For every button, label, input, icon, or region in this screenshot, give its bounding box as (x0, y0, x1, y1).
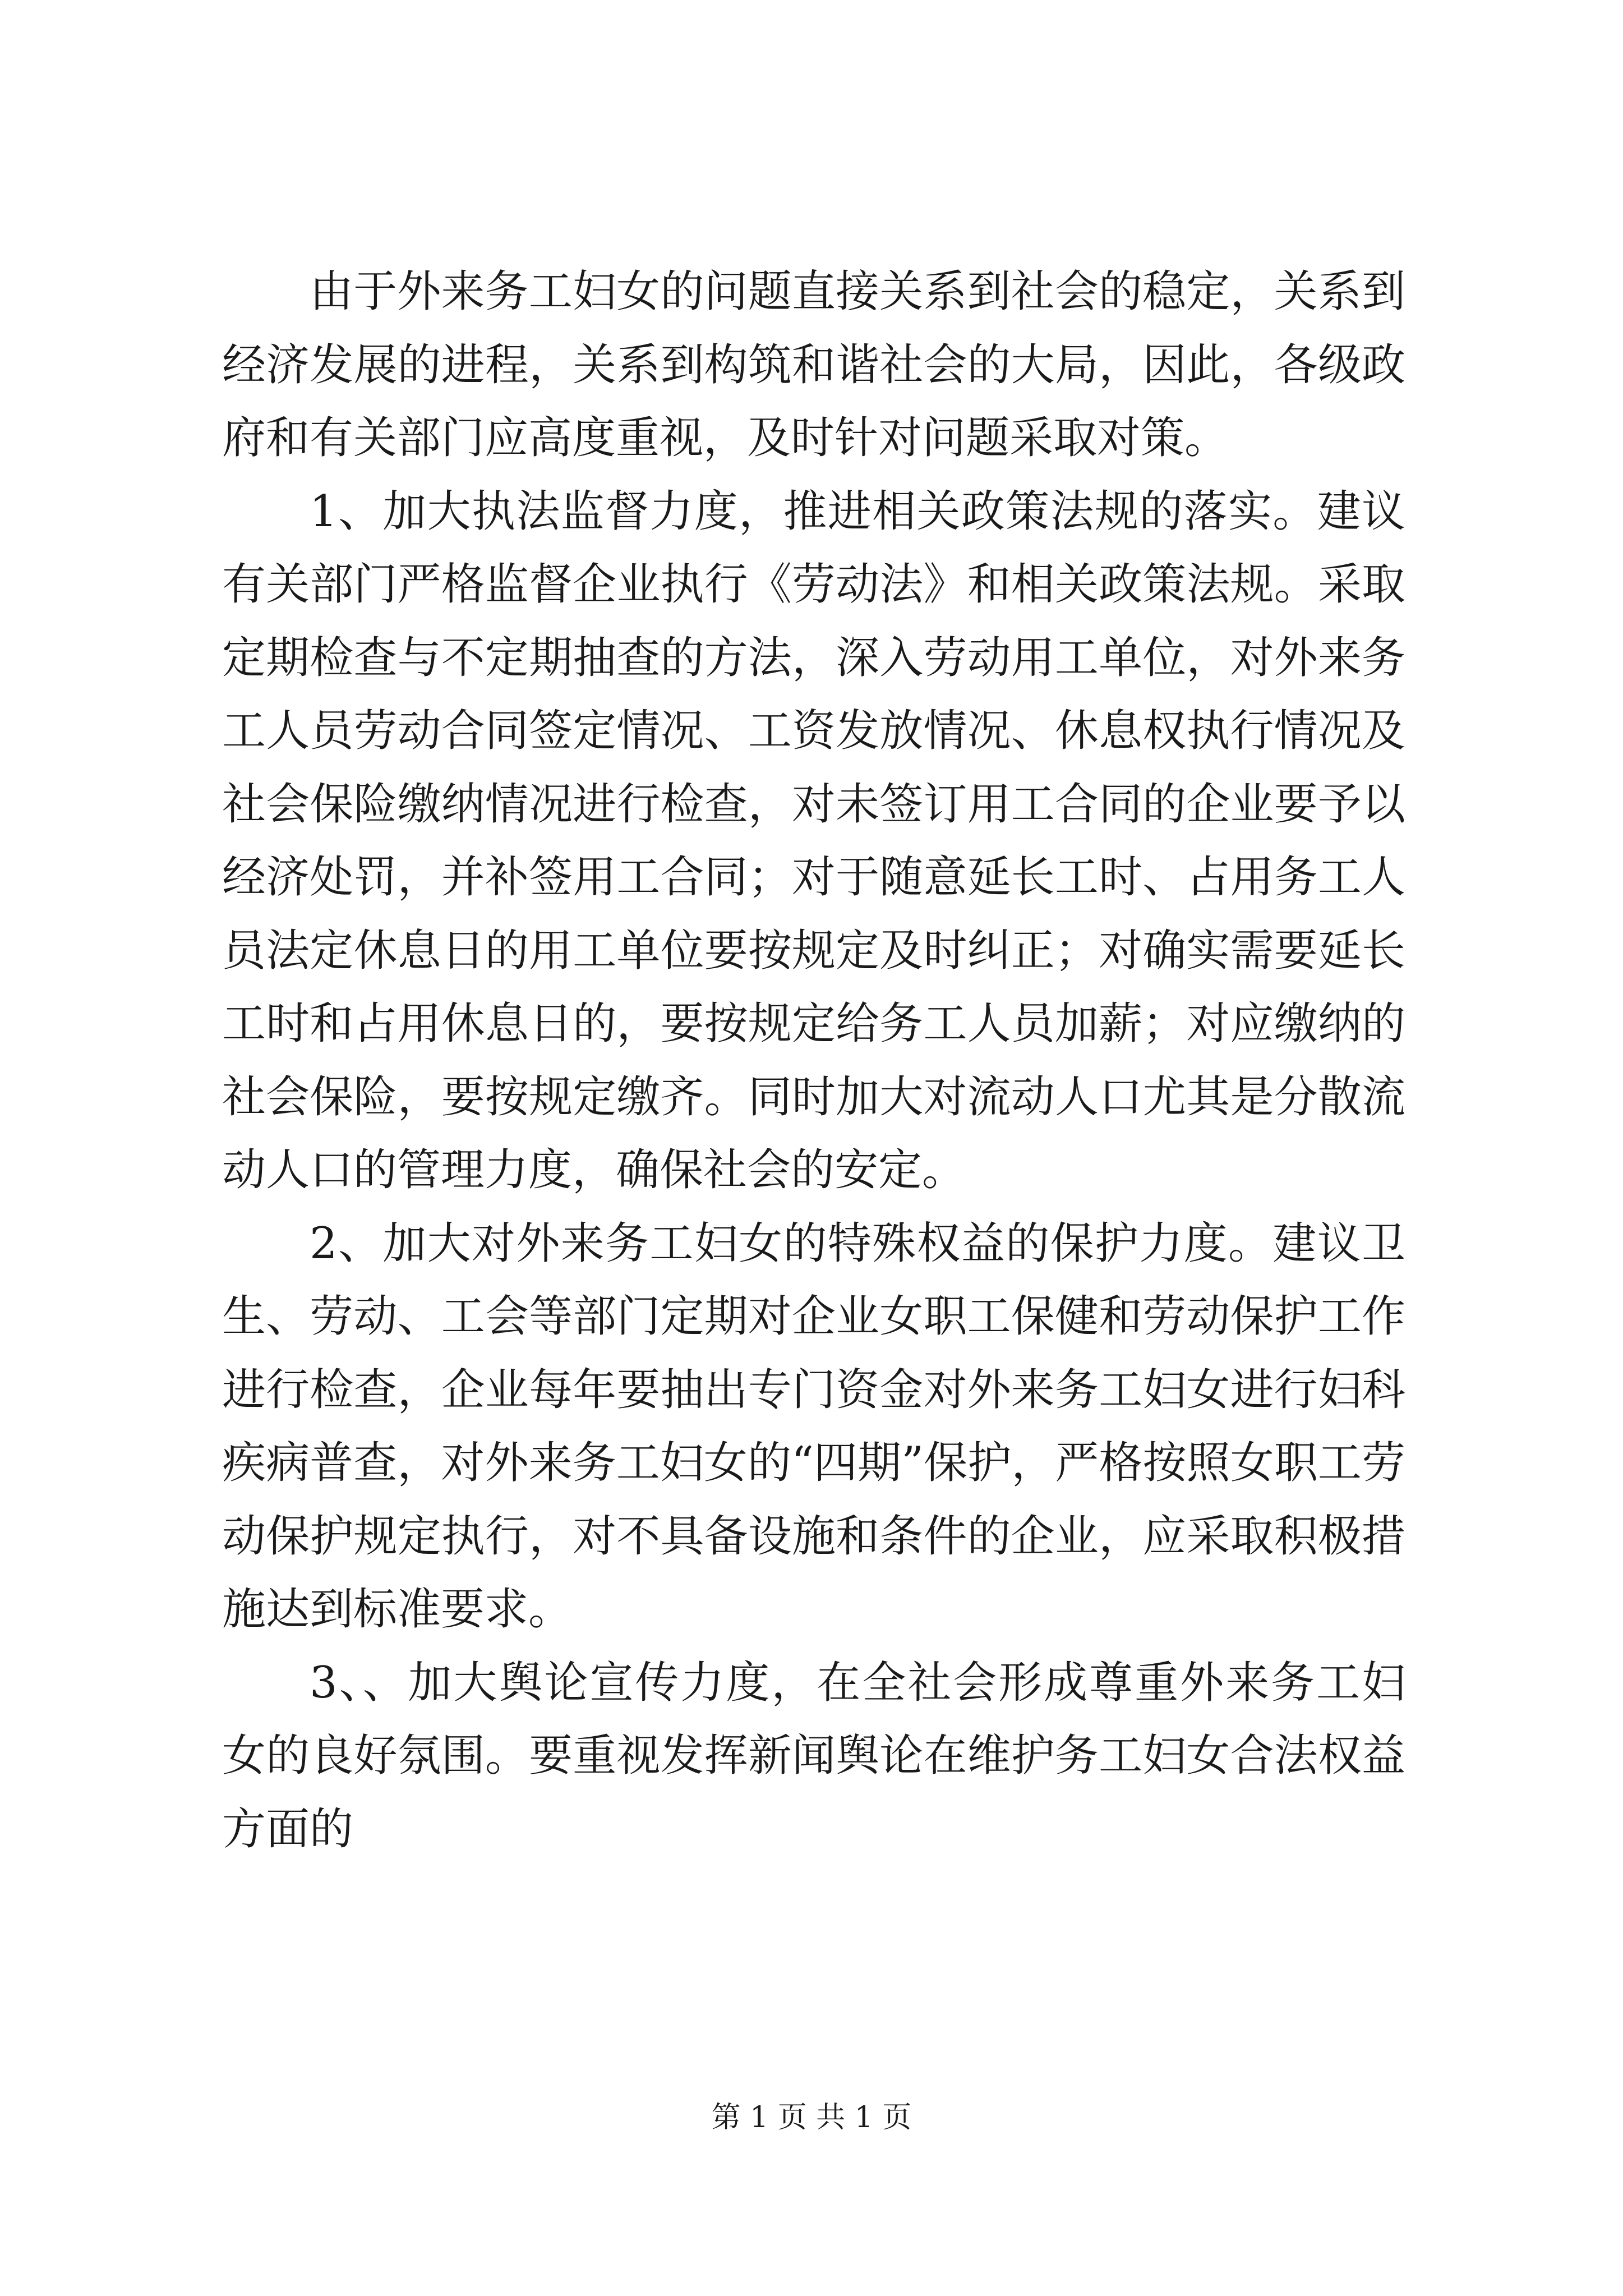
paragraph-item-2: 2、加大对外来务工妇女的特殊权益的保护力度。建议卫生、劳动、工会等部门定期对企业女职工保健和劳动保护工作进行检查，企业每年要抽出专门资金对外来务工妇女进行妇科疾病普查，对外来务工妇女的“四期”保护，严格按照女职工劳动保护规定执行，对不具备设施和条件的企业，应采取积极措施达到标准要求。 (222, 1218, 1405, 1635)
paragraph-item-1: 1、加大执法监督力度，推进相关政策法规的落实。建议有关部门严格监督企业执行《劳动法》和相关政策法规。采取定期检查与不定期抽查的方法，深入劳动用工单位，对外来务工人员劳动合同签定情况、工资发放情况、休息权执行情况及社会保险缴纳情况进行检查，对未签订用工合同的企业要予以经济处罚，并补签用工合同；对于随意延长工时、占用务工人员法定休息日的用工单位要按规定及时纠正；对确实需要延长工时和占用休息日的，要按规定给务工人员加薪；对应缴纳的社会保险，要按规定缴齐。同时加大对流动人口尤其是分散流动人口的管理力度，确保社会的安定。 (222, 486, 1405, 1195)
page-footer: 第 1 页 共 1 页 (711, 2101, 912, 2134)
paragraph-intro: 由于外来务工妇女的问题直接关系到社会的稳定，关系到经济发展的进程，关系到构筑和谐社会的大局，因此，各级政府和有关部门应高度重视，及时针对问题采取对策。 (222, 266, 1405, 463)
document-body (222, 255, 1405, 1866)
paragraph-item-3: 3、、加大舆论宣传力度，在全社会形成尊重外来务工妇女的良好氛围。要重视发挥新闻舆论在维护务工妇女合法权益方面的 (222, 1657, 1405, 1855)
